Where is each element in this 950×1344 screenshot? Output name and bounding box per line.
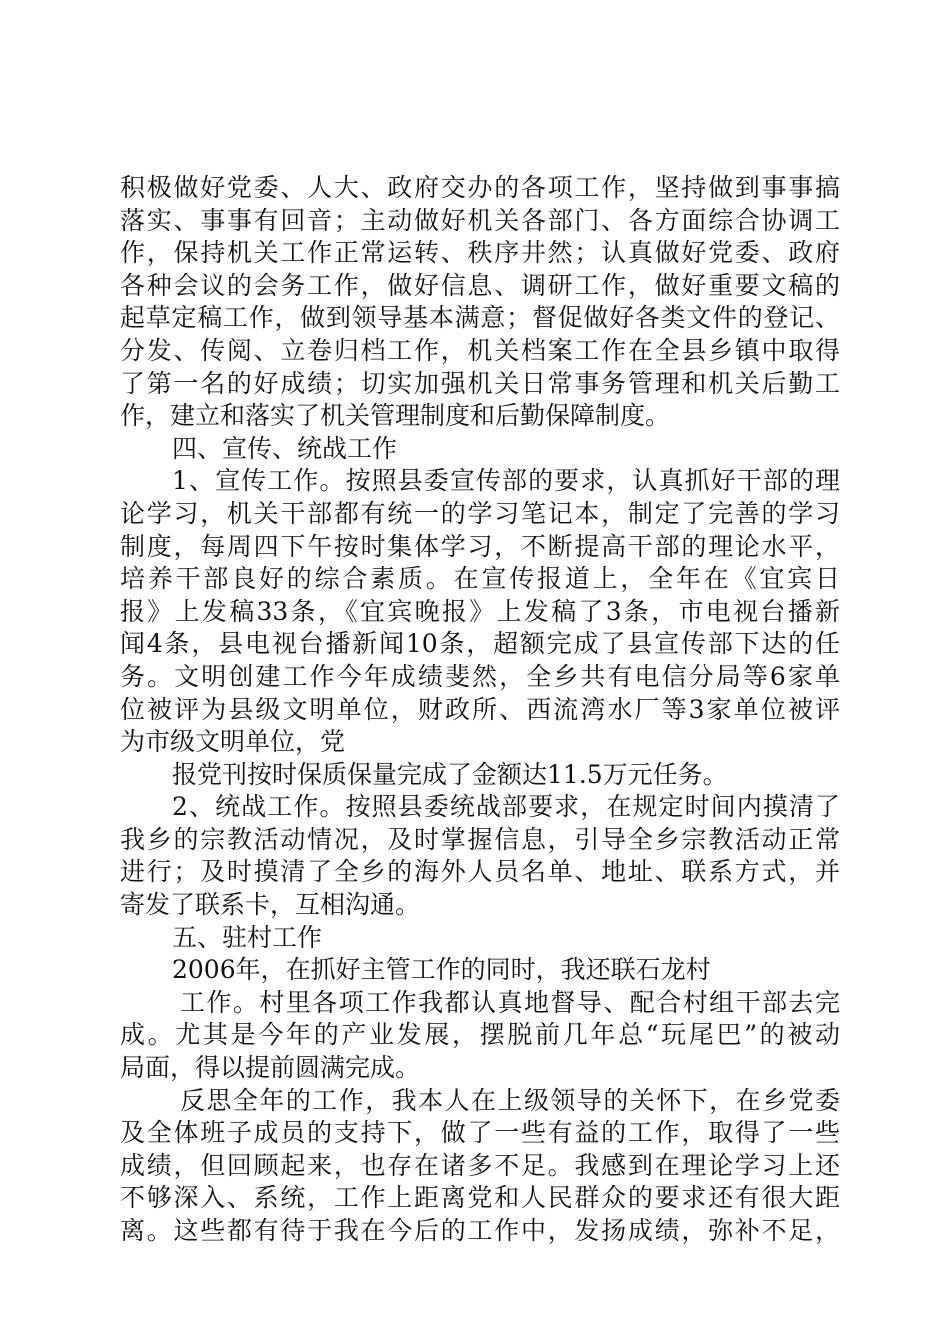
text-line: 作，建立和落实了机关管理制度和后勤保障制度。 <box>120 401 671 431</box>
text-line: 了第一名的好成绩；切实加强机关日常事务管理和机关后勤工 <box>120 368 840 398</box>
text-line: 为市级文明单位，党 <box>120 727 346 757</box>
text-line: 工作。村里各项工作我都认真地督导、配合村组干部去完 <box>180 987 840 1017</box>
text-line: 培养干部良好的综合素质。在宣传报道上，全年在《宜宾日 <box>120 564 840 594</box>
text-line: 制度，每周四下午按时集体学习，不断提高干部的理论水平， <box>120 531 840 561</box>
text-line: 成。尤其是今年的产业发展，摆脱前几年总“玩尾巴”的被动 <box>120 1020 840 1050</box>
section-heading: 五、驻村工作 <box>172 922 323 952</box>
text-line: 积极做好党委、人大、政府交办的各项工作，坚持做到事事搞 <box>120 173 840 202</box>
text-line: 报》上发稿33条，《宜宾晚报》上发稿了3条，市电视台播新 <box>120 596 840 626</box>
text-line: 成绩，但回顾起来，也存在诸多不足。我感到在理论学习上还 <box>120 1150 840 1180</box>
text-line: 2、统战工作。按照县委统战部要求，在规定时间内摸清了 <box>172 792 840 822</box>
section-heading: 四、宣传、统战工作 <box>172 433 398 463</box>
text-line: 寄发了联系卡，互相沟通。 <box>120 890 421 920</box>
text-line: 反思全年的工作，我本人在上级领导的关怀下，在乡党委 <box>180 1085 840 1115</box>
text-line: 离。这些都有待于我在今后的工作中，发扬成绩，弥补不足， <box>120 1216 840 1245</box>
text-line: 1、宣传工作。按照县委宣传部的要求，认真抓好干部的理 <box>172 466 840 496</box>
text-line: 局面，得以提前圆满完成。 <box>120 1053 421 1083</box>
text-line: 位被评为县级文明单位，财政所、西流湾水厂等3家单位被评 <box>120 694 840 724</box>
text-line: 报党刊按时保质保量完成了金额达11.5万元任务。 <box>172 759 728 789</box>
text-line: 闻4条，县电视台播新闻10条，超额完成了县宣传部下达的任 <box>120 629 840 659</box>
text-line: 我乡的宗教活动情况，及时掌握信息，引导全乡宗教活动正常 <box>120 824 840 854</box>
text-line: 分发、传阅、立卷归档工作，机关档案工作在全县乡镇中取得 <box>120 335 840 365</box>
text-line: 务。文明创建工作今年成绩斐然，全乡共有电信分局等6家单 <box>120 661 840 691</box>
text-line: 论学习，机关干部都有统一的学习笔记本，制定了完善的学习 <box>120 498 840 528</box>
text-line: 2006年，在抓好主管工作的同时，我还联石龙村 <box>172 955 711 985</box>
text-line: 各种会议的会务工作，做好信息、调研工作，做好重要文稿的 <box>120 270 840 300</box>
text-line: 起草定稿工作，做到领导基本满意；督促做好各类文件的登记、 <box>120 303 840 333</box>
text-line: 作，保持机关工作正常运转、秩序井然；认真做好党委、政府 <box>120 238 840 268</box>
text-line: 进行；及时摸清了全乡的海外人员名单、地址、联系方式，并 <box>120 857 840 887</box>
text-line: 落实、事事有回音；主动做好机关各部门、各方面综合协调工 <box>120 205 840 235</box>
document-body <box>120 172 840 1248</box>
text-line: 不够深入、系统，工作上距离党和人民群众的要求还有很大距 <box>120 1183 840 1213</box>
text-line: 及全体班子成员的支持下，做了一些有益的工作，取得了一些 <box>120 1118 840 1148</box>
